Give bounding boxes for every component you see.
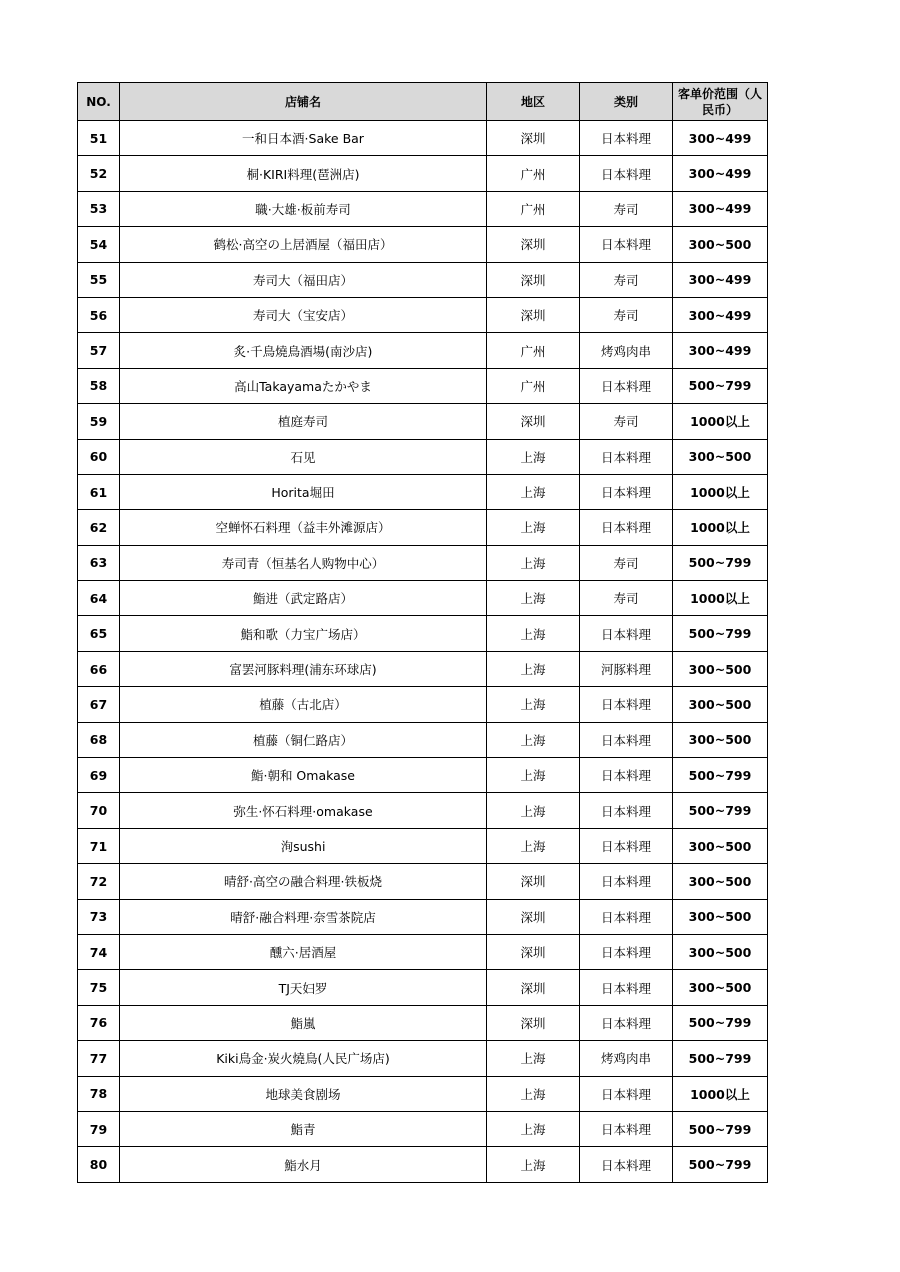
cell-region: 上海	[487, 722, 580, 757]
table-row	[78, 899, 768, 934]
table-row	[78, 828, 768, 863]
cell-price-range: 300~499	[673, 191, 768, 226]
cell-no: 74	[78, 934, 120, 969]
table-row	[78, 934, 768, 969]
table-row	[78, 970, 768, 1005]
cell-price-range: 300~499	[673, 297, 768, 332]
header-category: 类别	[580, 83, 673, 121]
cell-shop-name: 植藤（古北店）	[120, 687, 487, 722]
cell-category: 日本料理	[580, 1111, 673, 1146]
cell-category: 日本料理	[580, 758, 673, 793]
cell-region: 广州	[487, 191, 580, 226]
cell-shop-name: 鮨进（武定路店）	[120, 581, 487, 616]
cell-price-range: 300~499	[673, 156, 768, 191]
cell-price-range: 300~500	[673, 864, 768, 899]
cell-shop-name: 寿司大（宝安店）	[120, 297, 487, 332]
cell-no: 64	[78, 581, 120, 616]
table-row	[78, 262, 768, 297]
cell-shop-name: 鮨水月	[120, 1147, 487, 1182]
cell-category: 寿司	[580, 581, 673, 616]
table-header	[78, 83, 768, 121]
table-row	[78, 1111, 768, 1146]
cell-region: 上海	[487, 581, 580, 616]
cell-category: 寿司	[580, 297, 673, 332]
cell-region: 深圳	[487, 262, 580, 297]
cell-category: 日本料理	[580, 156, 673, 191]
cell-price-range: 1000以上	[673, 404, 768, 439]
cell-shop-name: 鹤松·高空の上居酒屋（福田店）	[120, 227, 487, 262]
cell-region: 上海	[487, 1076, 580, 1111]
cell-region: 深圳	[487, 121, 580, 156]
cell-shop-name: 富罢河豚料理(浦东环球店)	[120, 651, 487, 686]
cell-shop-name: 鮨·朝和 Omakase	[120, 758, 487, 793]
cell-category: 日本料理	[580, 121, 673, 156]
cell-region: 上海	[487, 1147, 580, 1182]
cell-category: 日本料理	[580, 474, 673, 509]
header-shop-name: 店铺名	[120, 83, 487, 121]
cell-shop-name: 高山Takayamaたかやま	[120, 368, 487, 403]
cell-price-range: 300~500	[673, 687, 768, 722]
cell-shop-name: 鮨嵐	[120, 1005, 487, 1040]
cell-no: 78	[78, 1076, 120, 1111]
cell-region: 上海	[487, 545, 580, 580]
cell-category: 日本料理	[580, 439, 673, 474]
cell-no: 57	[78, 333, 120, 368]
cell-region: 上海	[487, 758, 580, 793]
table-row	[78, 474, 768, 509]
header-price-range: 客单价范围（人民币）	[673, 83, 768, 121]
cell-shop-name: 職·大雄·板前寿司	[120, 191, 487, 226]
cell-price-range: 500~799	[673, 1005, 768, 1040]
table-row	[78, 404, 768, 439]
header-no: NO.	[78, 83, 120, 121]
cell-category: 日本料理	[580, 368, 673, 403]
cell-price-range: 500~799	[673, 616, 768, 651]
cell-price-range: 300~500	[673, 651, 768, 686]
cell-no: 67	[78, 687, 120, 722]
cell-category: 烤鸡肉串	[580, 333, 673, 368]
cell-no: 54	[78, 227, 120, 262]
cell-no: 52	[78, 156, 120, 191]
table-row	[78, 368, 768, 403]
cell-no: 62	[78, 510, 120, 545]
cell-region: 上海	[487, 616, 580, 651]
cell-shop-name: 鮨和歌（力宝广场店）	[120, 616, 487, 651]
cell-no: 69	[78, 758, 120, 793]
cell-category: 日本料理	[580, 793, 673, 828]
table-row	[78, 227, 768, 262]
cell-price-range: 300~500	[673, 934, 768, 969]
cell-price-range: 300~499	[673, 121, 768, 156]
cell-no: 75	[78, 970, 120, 1005]
cell-no: 61	[78, 474, 120, 509]
cell-no: 79	[78, 1111, 120, 1146]
cell-shop-name: 植庭寿司	[120, 404, 487, 439]
cell-category: 河豚料理	[580, 651, 673, 686]
cell-shop-name: 醺六·居酒屋	[120, 934, 487, 969]
cell-price-range: 300~500	[673, 722, 768, 757]
cell-price-range: 300~499	[673, 262, 768, 297]
cell-region: 深圳	[487, 864, 580, 899]
cell-no: 70	[78, 793, 120, 828]
table-row	[78, 297, 768, 332]
table-row	[78, 1147, 768, 1182]
cell-region: 广州	[487, 156, 580, 191]
cell-no: 56	[78, 297, 120, 332]
cell-region: 广州	[487, 333, 580, 368]
cell-no: 76	[78, 1005, 120, 1040]
cell-price-range: 300~499	[673, 333, 768, 368]
cell-shop-name: 寿司大（福田店）	[120, 262, 487, 297]
cell-price-range: 300~500	[673, 227, 768, 262]
header-region: 地区	[487, 83, 580, 121]
cell-price-range: 300~500	[673, 970, 768, 1005]
cell-no: 73	[78, 899, 120, 934]
cell-no: 60	[78, 439, 120, 474]
cell-region: 上海	[487, 1111, 580, 1146]
cell-price-range: 500~799	[673, 758, 768, 793]
cell-region: 上海	[487, 687, 580, 722]
cell-region: 上海	[487, 651, 580, 686]
cell-price-range: 1000以上	[673, 474, 768, 509]
cell-category: 日本料理	[580, 510, 673, 545]
cell-price-range: 300~500	[673, 828, 768, 863]
cell-region: 上海	[487, 510, 580, 545]
cell-shop-name: 炙·千鳥燒鳥酒場(南沙店)	[120, 333, 487, 368]
cell-shop-name: 植藤（铜仁路店）	[120, 722, 487, 757]
cell-no: 55	[78, 262, 120, 297]
cell-price-range: 500~799	[673, 1147, 768, 1182]
cell-shop-name: 洵sushi	[120, 828, 487, 863]
cell-category: 日本料理	[580, 864, 673, 899]
cell-region: 上海	[487, 793, 580, 828]
cell-price-range: 1000以上	[673, 1076, 768, 1111]
cell-category: 日本料理	[580, 970, 673, 1005]
cell-region: 广州	[487, 368, 580, 403]
cell-shop-name: Horita堀田	[120, 474, 487, 509]
cell-region: 深圳	[487, 297, 580, 332]
cell-price-range: 500~799	[673, 545, 768, 580]
cell-category: 寿司	[580, 262, 673, 297]
table-row	[78, 1076, 768, 1111]
cell-shop-name: 石见	[120, 439, 487, 474]
cell-category: 日本料理	[580, 1147, 673, 1182]
table-body	[78, 121, 768, 1183]
cell-region: 上海	[487, 1041, 580, 1076]
cell-category: 寿司	[580, 191, 673, 226]
cell-region: 上海	[487, 439, 580, 474]
table-row	[78, 1041, 768, 1076]
table-row	[78, 156, 768, 191]
cell-category: 烤鸡肉串	[580, 1041, 673, 1076]
cell-no: 80	[78, 1147, 120, 1182]
cell-shop-name: 寿司青（恒基名人购物中心）	[120, 545, 487, 580]
table-row	[78, 616, 768, 651]
cell-category: 日本料理	[580, 722, 673, 757]
cell-shop-name: 鮨青	[120, 1111, 487, 1146]
cell-price-range: 300~500	[673, 899, 768, 934]
table-row	[78, 333, 768, 368]
cell-category: 日本料理	[580, 616, 673, 651]
table-row	[78, 722, 768, 757]
cell-category: 日本料理	[580, 227, 673, 262]
cell-category: 日本料理	[580, 1076, 673, 1111]
header-row	[78, 83, 768, 121]
table-row	[78, 191, 768, 226]
table-row	[78, 439, 768, 474]
cell-region: 上海	[487, 474, 580, 509]
cell-region: 深圳	[487, 934, 580, 969]
cell-category: 寿司	[580, 404, 673, 439]
cell-region: 深圳	[487, 899, 580, 934]
cell-no: 59	[78, 404, 120, 439]
cell-price-range: 1000以上	[673, 581, 768, 616]
cell-price-range: 300~500	[673, 439, 768, 474]
cell-price-range: 500~799	[673, 368, 768, 403]
cell-no: 66	[78, 651, 120, 686]
cell-shop-name: 地球美食剧场	[120, 1076, 487, 1111]
cell-shop-name: 一和日本酒·Sake Bar	[120, 121, 487, 156]
cell-no: 72	[78, 864, 120, 899]
cell-shop-name: TJ天妇罗	[120, 970, 487, 1005]
cell-category: 日本料理	[580, 687, 673, 722]
cell-no: 65	[78, 616, 120, 651]
cell-price-range: 500~799	[673, 793, 768, 828]
table-row	[78, 121, 768, 156]
cell-category: 日本料理	[580, 828, 673, 863]
table-row	[78, 651, 768, 686]
cell-shop-name: 桐·KIRI料理(琶洲店)	[120, 156, 487, 191]
table-row	[78, 687, 768, 722]
table-row	[78, 793, 768, 828]
table-row	[78, 758, 768, 793]
table-row	[78, 581, 768, 616]
cell-region: 上海	[487, 828, 580, 863]
cell-no: 77	[78, 1041, 120, 1076]
cell-no: 51	[78, 121, 120, 156]
cell-shop-name: 晴舒·融合料理·奈雪茶院店	[120, 899, 487, 934]
cell-region: 深圳	[487, 227, 580, 262]
table-row	[78, 545, 768, 580]
cell-no: 71	[78, 828, 120, 863]
cell-shop-name: 弥生·怀石料理·omakase	[120, 793, 487, 828]
cell-region: 深圳	[487, 404, 580, 439]
cell-price-range: 500~799	[673, 1041, 768, 1076]
cell-shop-name: 晴舒·高空の融合料理·铁板烧	[120, 864, 487, 899]
cell-price-range: 500~799	[673, 1111, 768, 1146]
cell-category: 寿司	[580, 545, 673, 580]
cell-category: 日本料理	[580, 899, 673, 934]
cell-category: 日本料理	[580, 934, 673, 969]
cell-region: 深圳	[487, 1005, 580, 1040]
table-row	[78, 510, 768, 545]
cell-no: 53	[78, 191, 120, 226]
table-row	[78, 864, 768, 899]
table-row	[78, 1005, 768, 1040]
restaurant-table	[77, 82, 768, 1183]
cell-no: 58	[78, 368, 120, 403]
cell-price-range: 1000以上	[673, 510, 768, 545]
cell-region: 深圳	[487, 970, 580, 1005]
cell-no: 68	[78, 722, 120, 757]
cell-category: 日本料理	[580, 1005, 673, 1040]
cell-shop-name: Kiki鳥金·炭火燒鳥(人民广场店)	[120, 1041, 487, 1076]
cell-no: 63	[78, 545, 120, 580]
cell-shop-name: 空蝉怀石料理（益丰外滩源店）	[120, 510, 487, 545]
